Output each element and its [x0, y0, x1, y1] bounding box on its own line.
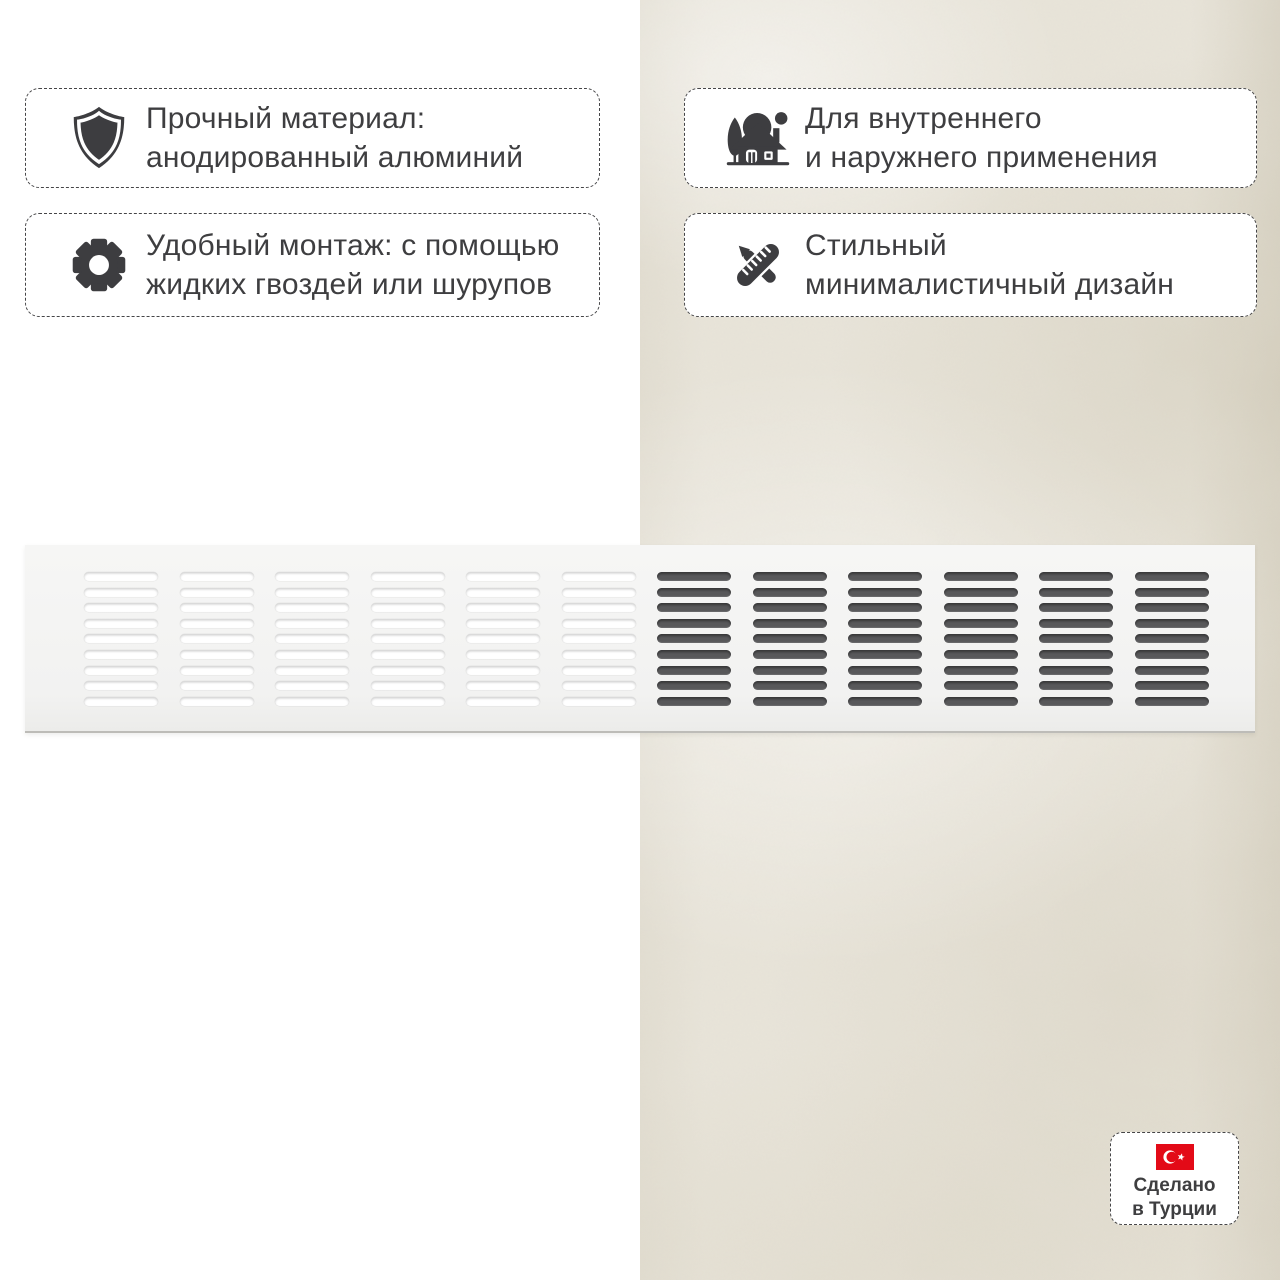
- grille-slot: [1135, 666, 1209, 675]
- grille-slot: [753, 588, 827, 597]
- grille-slot: [562, 603, 636, 612]
- grille-slot: [84, 681, 158, 690]
- grille-slot: [466, 634, 540, 643]
- grille-slot: [1039, 634, 1113, 643]
- grille-slot: [1039, 588, 1113, 597]
- grille-slot-column: [84, 572, 158, 706]
- grille-slot: [1135, 588, 1209, 597]
- grille-slot: [180, 697, 254, 706]
- grille-slot: [275, 681, 349, 690]
- feature-text-usage: [805, 99, 1158, 177]
- grille-slot: [371, 666, 445, 675]
- grille-slot: [848, 634, 922, 643]
- feature-card-usage: [684, 88, 1257, 188]
- grille-slot: [657, 572, 731, 581]
- grille-slot: [371, 634, 445, 643]
- feature-line: Прочный материал:: [146, 102, 426, 135]
- grille-slot: [275, 666, 349, 675]
- grille-slot: [562, 666, 636, 675]
- grille-slot: [371, 697, 445, 706]
- feature-text-design: [805, 226, 1174, 304]
- grille-slot: [180, 603, 254, 612]
- grille-slot: [848, 697, 922, 706]
- grille-slot: [275, 588, 349, 597]
- grille-slot-column: [657, 572, 731, 706]
- grille-slot-column: [1135, 572, 1209, 706]
- feature-text-mounting: [146, 226, 559, 304]
- grille-slot: [657, 603, 731, 612]
- grille-slot: [275, 619, 349, 628]
- grille-slot: [466, 619, 540, 628]
- grille-slot: [1135, 603, 1209, 612]
- grille-slot: [371, 650, 445, 659]
- turkey-flag-icon: [1156, 1144, 1194, 1170]
- grille-slot: [180, 650, 254, 659]
- grille-slot: [466, 603, 540, 612]
- grille-slot: [1039, 681, 1113, 690]
- grille-slot: [1135, 697, 1209, 706]
- gear-icon: [66, 236, 132, 294]
- grille-slot: [371, 603, 445, 612]
- feature-line: и наружнего применения: [805, 141, 1158, 174]
- grille-slot: [944, 666, 1018, 675]
- grille-slot: [944, 588, 1018, 597]
- feature-line: анодированный алюминий: [146, 141, 524, 174]
- grille-slot-column: [466, 572, 540, 706]
- grille-slot: [1135, 634, 1209, 643]
- grille-slot: [1039, 603, 1113, 612]
- grille-slot: [753, 619, 827, 628]
- grille-slot: [84, 588, 158, 597]
- grille-slot: [657, 650, 731, 659]
- house-nature-icon: [725, 107, 791, 169]
- grille-slot: [180, 666, 254, 675]
- feature-line: минималистичный дизайн: [805, 268, 1175, 301]
- grille-slot: [753, 650, 827, 659]
- grille-slot: [275, 634, 349, 643]
- grille-slot: [848, 588, 922, 597]
- grille-slot: [1039, 619, 1113, 628]
- grille-slot: [466, 681, 540, 690]
- grille-slot: [1039, 666, 1113, 675]
- feature-text-material: [146, 99, 523, 177]
- grille-slot: [848, 619, 922, 628]
- grille-slot: [562, 650, 636, 659]
- grille-slot: [944, 681, 1018, 690]
- grille-slot: [753, 681, 827, 690]
- grille-slot: [371, 619, 445, 628]
- grille-slot: [848, 603, 922, 612]
- grille-slot-column: [1039, 572, 1113, 706]
- grille-slot: [84, 697, 158, 706]
- shield-icon: [66, 104, 132, 172]
- grille-slots: [84, 572, 1209, 706]
- grille-slot: [180, 572, 254, 581]
- grille-slot: [562, 572, 636, 581]
- grille-slot: [657, 619, 731, 628]
- grille-slot: [657, 697, 731, 706]
- grille-slot: [1135, 572, 1209, 581]
- grille-slot: [371, 588, 445, 597]
- feature-card-mounting: [25, 213, 600, 317]
- feature-line: жидких гвоздей или шурупов: [146, 268, 553, 301]
- grille-slot: [753, 634, 827, 643]
- grille-slot: [1039, 650, 1113, 659]
- pencil-ruler-icon: [725, 236, 791, 294]
- grille-slot: [562, 697, 636, 706]
- grille-slot: [944, 634, 1018, 643]
- grille-slot: [466, 588, 540, 597]
- grille-slot: [275, 572, 349, 581]
- grille-slot-column: [944, 572, 1018, 706]
- grille-slot: [180, 681, 254, 690]
- grille-slot: [657, 681, 731, 690]
- grille-slot: [84, 634, 158, 643]
- grille-slot-column: [180, 572, 254, 706]
- vent-grille: [25, 545, 1255, 733]
- made-in-badge: [1110, 1132, 1239, 1225]
- grille-slot: [562, 681, 636, 690]
- feature-line: Стильный: [805, 229, 947, 262]
- grille-slot-column: [371, 572, 445, 706]
- grille-slot: [944, 650, 1018, 659]
- grille-slot: [275, 603, 349, 612]
- grille-slot: [944, 619, 1018, 628]
- made-in-line: Сделано: [1133, 1175, 1216, 1196]
- grille-slot: [562, 588, 636, 597]
- grille-slot: [466, 650, 540, 659]
- grille-slot: [753, 572, 827, 581]
- grille-slot: [1039, 572, 1113, 581]
- grille-slot: [371, 681, 445, 690]
- feature-line: Удобный монтаж: с помощью: [146, 229, 560, 262]
- grille-slot: [180, 588, 254, 597]
- grille-slot: [944, 697, 1018, 706]
- grille-slot: [180, 634, 254, 643]
- grille-slot: [944, 603, 1018, 612]
- grille-slot: [944, 572, 1018, 581]
- grille-slot: [753, 603, 827, 612]
- grille-slot-column: [275, 572, 349, 706]
- grille-slot: [753, 666, 827, 675]
- grille-slot: [657, 666, 731, 675]
- grille-slot: [562, 634, 636, 643]
- grille-slot: [657, 634, 731, 643]
- grille-slot: [1135, 681, 1209, 690]
- grille-slot: [1135, 650, 1209, 659]
- grille-slot: [848, 572, 922, 581]
- made-in-text: [1132, 1174, 1217, 1222]
- grille-slot: [657, 588, 731, 597]
- grille-slot: [848, 650, 922, 659]
- grille-slot: [848, 666, 922, 675]
- grille-slot-column: [753, 572, 827, 706]
- grille-slot: [1039, 697, 1113, 706]
- grille-slot: [753, 697, 827, 706]
- grille-slot: [466, 666, 540, 675]
- made-in-line: в Турции: [1132, 1199, 1217, 1220]
- feature-line: Для внутреннего: [805, 102, 1042, 135]
- grille-slot: [275, 697, 349, 706]
- grille-slot: [371, 572, 445, 581]
- feature-card-design: [684, 213, 1257, 317]
- grille-slot: [466, 572, 540, 581]
- grille-slot: [180, 619, 254, 628]
- grille-slot: [562, 619, 636, 628]
- feature-card-material: [25, 88, 600, 188]
- grille-slot: [84, 603, 158, 612]
- grille-slot: [84, 666, 158, 675]
- grille-slot: [84, 650, 158, 659]
- grille-slot: [466, 697, 540, 706]
- grille-slot-column: [562, 572, 636, 706]
- grille-slot: [1135, 619, 1209, 628]
- grille-slot: [848, 681, 922, 690]
- grille-slot: [84, 619, 158, 628]
- grille-slot: [84, 572, 158, 581]
- grille-slot: [275, 650, 349, 659]
- grille-slot-column: [848, 572, 922, 706]
